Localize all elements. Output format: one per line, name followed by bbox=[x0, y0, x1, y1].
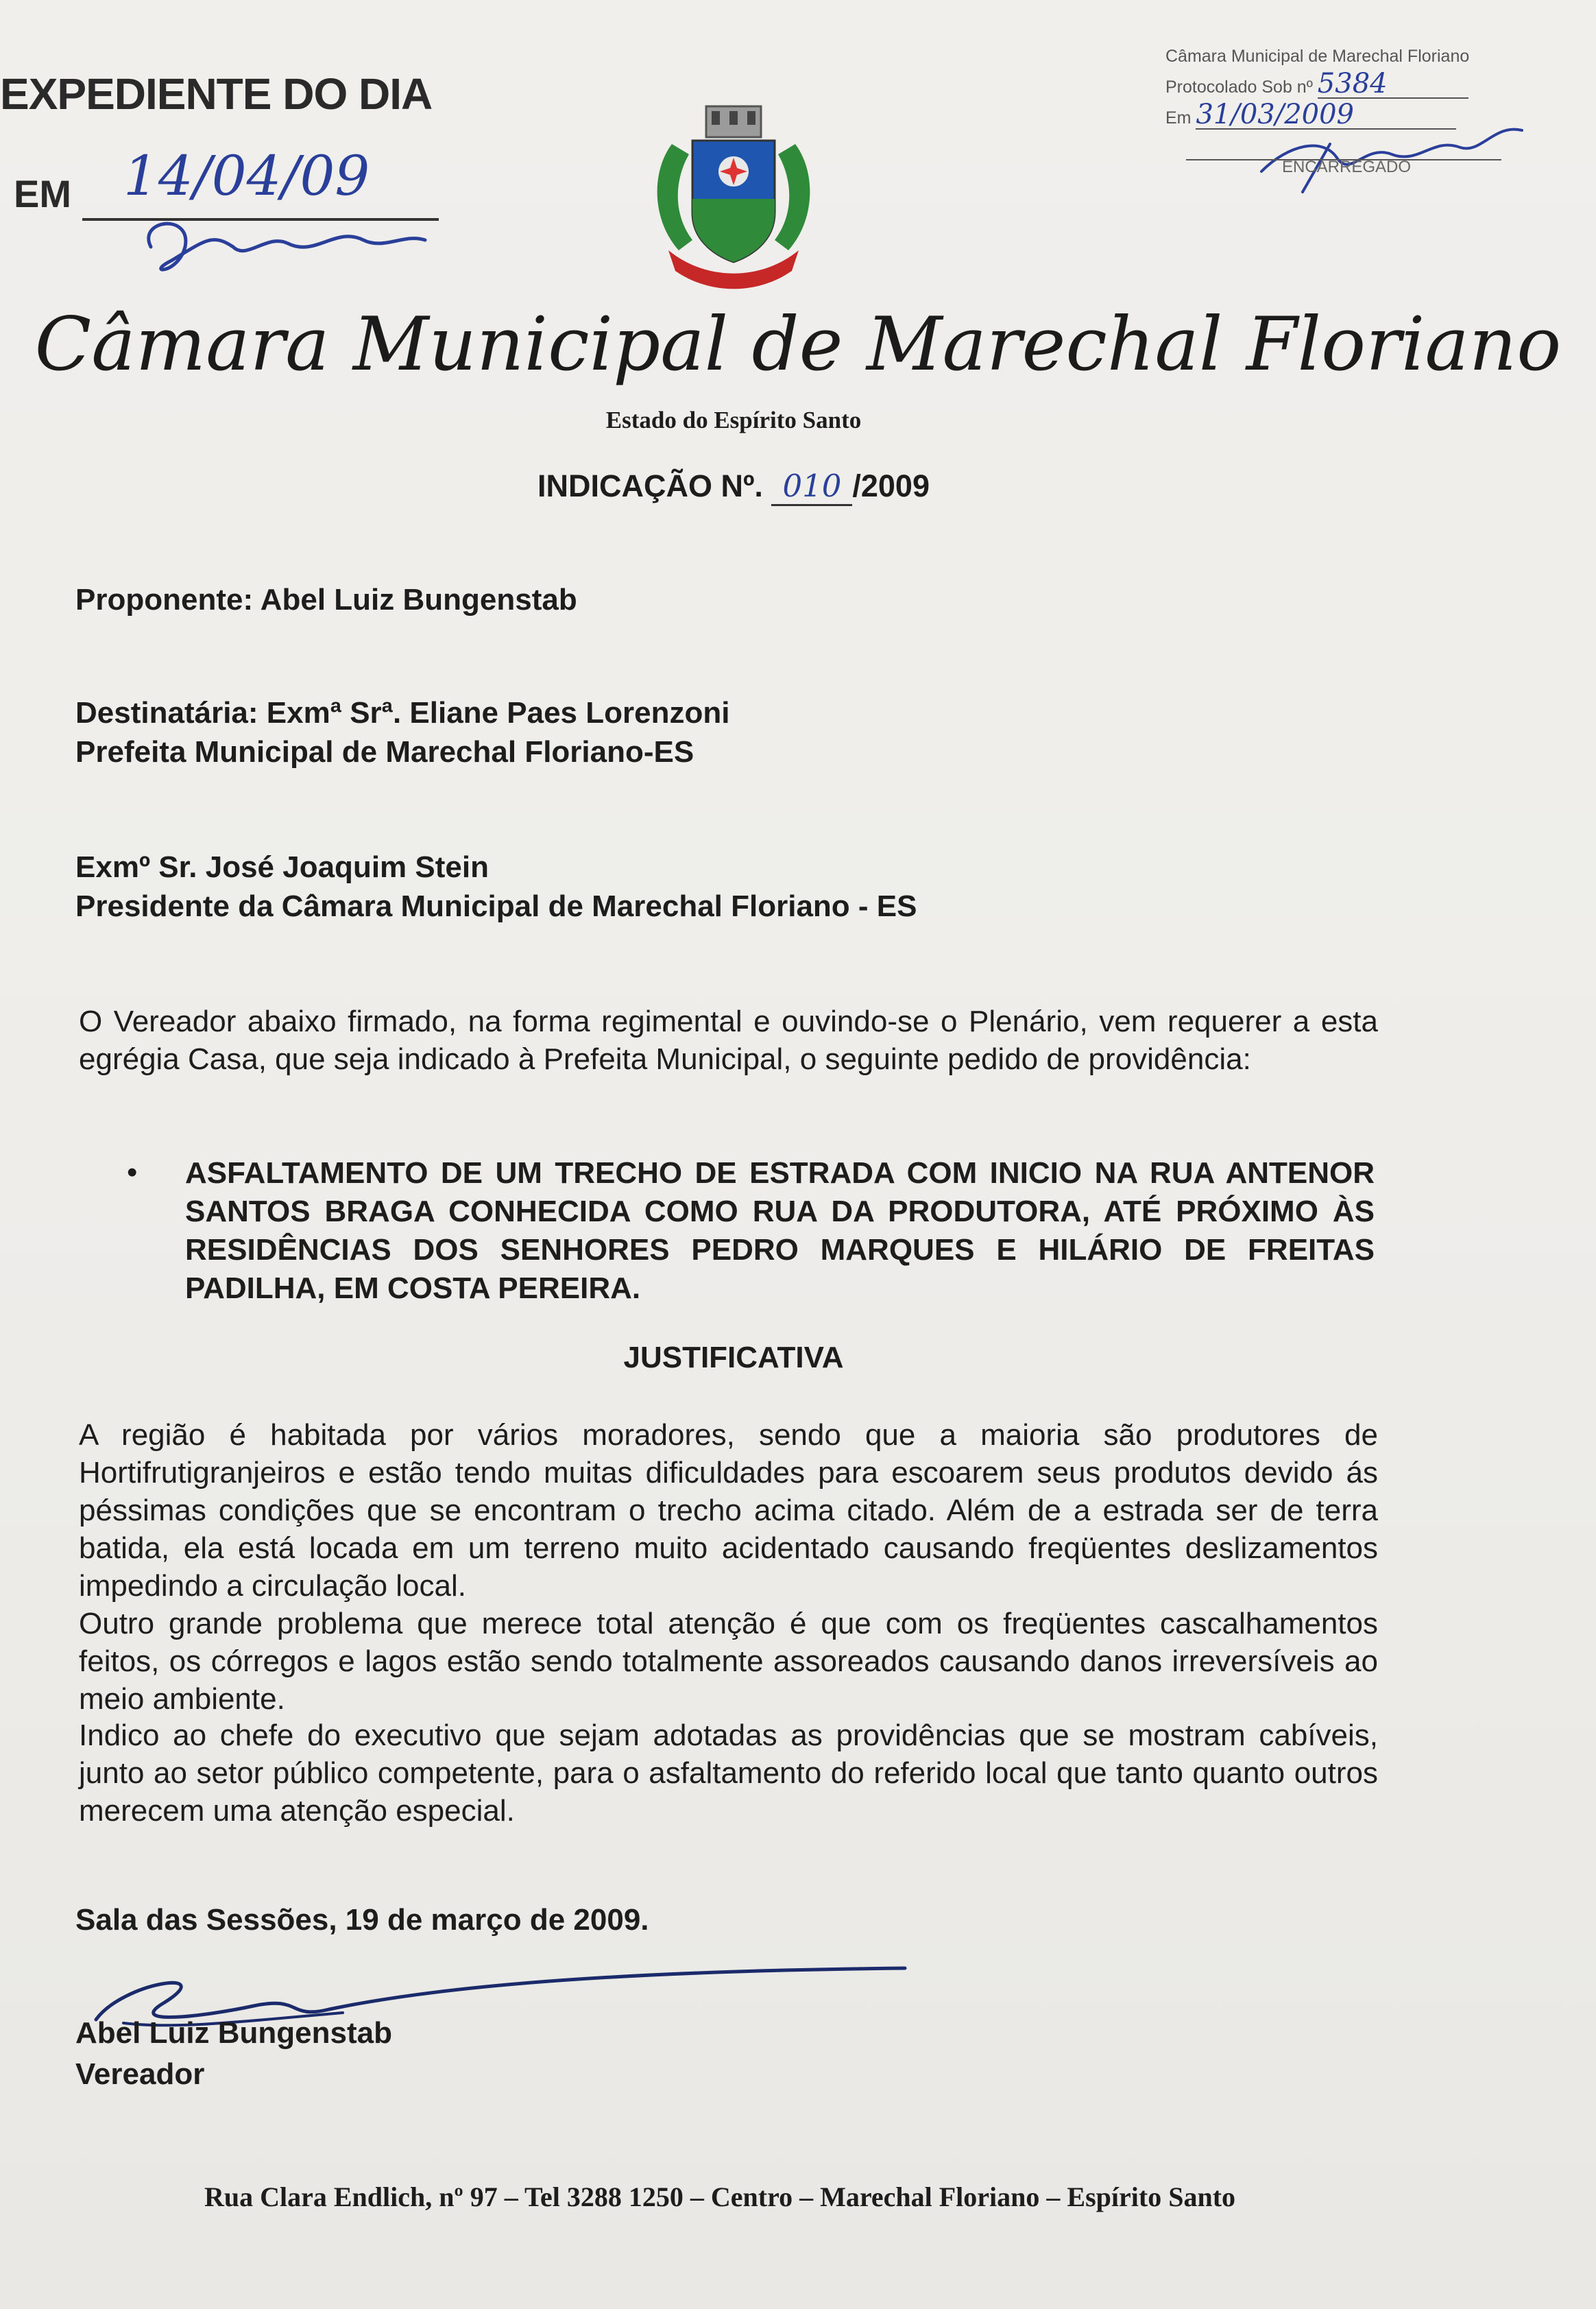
protocol-date: 31/03/2009 bbox=[1196, 101, 1456, 130]
protocol-org: Câmara Municipal de Marechal Floriano bbox=[1165, 47, 1470, 66]
protocol-date-label: Em bbox=[1165, 108, 1192, 128]
coat-of-arms-logo bbox=[644, 103, 823, 291]
protocol-label: Protocolado Sob nº bbox=[1165, 77, 1313, 97]
indicacao-number: 010 bbox=[771, 468, 852, 506]
justificativa-title: JUSTIFICATIVA bbox=[623, 1341, 844, 1374]
destinataria-line-2: Prefeita Municipal de Marechal Floriano-ES bbox=[75, 735, 694, 769]
proponente-line: Proponente: Abel Luiz Bungenstab bbox=[75, 583, 577, 617]
indicacao-year: /2009 bbox=[852, 468, 930, 503]
justificativa-paragraph-3: Indico ao chefe do executivo que sejam adotadas as providências que se mostram cabíveis, junto ao setor público competente, para o asfaltamento do referido local que tanto quanto outros merecem uma atenção especial. bbox=[79, 1719, 1378, 1828]
organization-name: Câmara Municipal de Marechal Floriano bbox=[34, 302, 1562, 387]
request-item: ASFALTAMENTO DE UM TRECHO DE ESTRADA COM INICIO NA RUA ANTENOR SANTOS BRAGA CONHECIDA COMO RUA DA PRODUTORA, ATÉ PRÓXIMO ÀS RESIDÊNCIAS DOS SENHORES PEDRO MARQUES E HILÁRIO DE FREITAS PADILHA, EM COSTA PEREIRA. bbox=[185, 1156, 1375, 1305]
presidente-line-1: Exmº Sr. José Joaquim Stein bbox=[75, 850, 489, 884]
destinataria-line-1: Destinatária: Exmª Srª. Eliane Paes Lorenzoni bbox=[75, 696, 730, 730]
closing-line: Sala das Sessões, 19 de março de 2009. bbox=[75, 1903, 649, 1937]
protocol-role-label: ENCARREGADO bbox=[1282, 158, 1412, 176]
expediente-stamp-title: EXPEDIENTE DO DIA bbox=[0, 69, 433, 119]
signer-name: Abel Luiz Bungenstab bbox=[75, 2016, 392, 2050]
expediente-stamp-date: 14/04/09 bbox=[123, 144, 370, 208]
state-name: Estado do Espírito Santo bbox=[605, 407, 862, 433]
request-bullet: • bbox=[127, 1156, 138, 1189]
indicacao-heading bbox=[0, 468, 1467, 504]
justificativa-paragraph-1: A região é habitada por vários moradores, sendo que a maioria são produtores de Hortifrutigranjeiros e estão tendo muitas dificuldades para escoarem seus produtos devido ás péssimas condições que se encontram o trecho acima citado. Além de a estrada ser de terra batida, ela está locada em um terreno muito acidentado causando freqüentes deslizamentos impedindo a circulação local. bbox=[79, 1418, 1378, 1603]
footer-address: Rua Clara Endlich, nº 97 – Tel 3288 1250 – Centro – Marechal Floriano – Espírito Santo bbox=[204, 2181, 1236, 2212]
justificativa-paragraph-2: Outro grande problema que merece total atenção é que com os freqüentes cascalhamentos feitos, os córregos e lagos estão sendo totalmente assoreados causando danos irreversíveis ao meio ambiente. bbox=[79, 1607, 1378, 1716]
intro-paragraph: O Vereador abaixo firmado, na forma regimental e ouvindo-se o Plenário, vem requerer a esta egrégia Casa, que seja indicado à Prefeita Municipal, o seguinte pedido de providência: bbox=[79, 1005, 1378, 1076]
protocol-number: 5384 bbox=[1318, 70, 1468, 99]
signer-title: Vereador bbox=[75, 2057, 205, 2091]
expediente-stamp-em-label: EM bbox=[14, 172, 71, 215]
indicacao-prefix: INDICAÇÃO Nº. bbox=[537, 468, 763, 503]
presidente-line-2: Presidente da Câmara Municipal de Marechal Floriano - ES bbox=[75, 889, 917, 923]
stamp-initials-signature bbox=[130, 206, 446, 281]
